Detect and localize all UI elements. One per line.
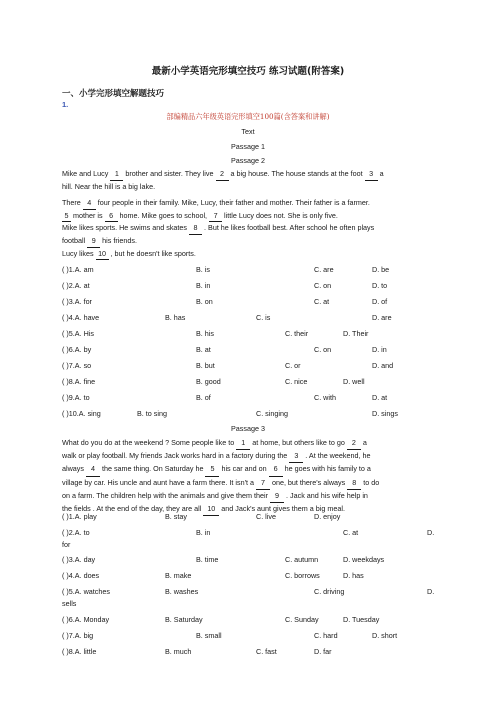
blank: 3 xyxy=(365,168,378,181)
option-item: C. at xyxy=(343,528,359,537)
option-item: ( )2.A. at xyxy=(62,281,90,290)
option-item: C. hard xyxy=(314,631,338,640)
option-item: D. at xyxy=(372,393,388,402)
option-item: B. good xyxy=(196,377,221,386)
option-item: D. short xyxy=(372,631,398,640)
option-item: B. to sing xyxy=(137,409,167,418)
document-title: 最新小学英语完形填空技巧 练习试题(附答案) xyxy=(151,66,345,77)
p2-line-5: Mike likes sports. He swims and skates 8 . But he likes football best. After school he often plays xyxy=(62,222,434,235)
option-item: C. fast xyxy=(256,647,277,656)
option-item: D. enjoy xyxy=(314,512,341,521)
option-item: B. at xyxy=(196,345,211,354)
option-item: B. time xyxy=(196,555,219,564)
option-item: ( )6.A. Monday xyxy=(62,615,110,624)
option-item: B. his xyxy=(196,329,214,338)
option-item: ( )10.A. sing xyxy=(62,409,101,418)
blank: 4 xyxy=(86,463,100,476)
option-item: ( )2.A. to xyxy=(62,528,90,537)
p3-line-4: village by car. His uncle and aunt have a farm there. It isn't a 7 one, but there's always 8 to do xyxy=(62,477,434,490)
option-item: D. well xyxy=(343,377,365,386)
blank: 5 xyxy=(205,463,219,476)
option-item: D. to xyxy=(372,281,388,290)
option-item: ( )1.A. play xyxy=(62,512,97,521)
item-number: 1. xyxy=(62,100,69,109)
blank: 1 xyxy=(110,168,123,181)
option-item: ( )4.A. have xyxy=(62,313,100,322)
red-subtitle: 部编精品六年级英语完形填空100篇(含答案和讲解) xyxy=(166,112,330,121)
option-item: D. of xyxy=(372,297,388,306)
blank: 7 xyxy=(209,210,222,223)
option-item: ( )7.A. so xyxy=(62,361,92,370)
option-item: D. has xyxy=(343,571,364,580)
option-item: D. weekdays xyxy=(343,555,385,564)
option-item: ( )1.A. am xyxy=(62,265,94,274)
option-item: D. far xyxy=(314,647,332,656)
option-item: ( )7.A. big xyxy=(62,631,94,640)
option-item: C. is xyxy=(256,313,271,322)
option-item: B. Saturday xyxy=(165,615,203,624)
option-item: C. on xyxy=(314,281,332,290)
option-item: D. xyxy=(427,587,435,596)
passage3-label: Passage 3 xyxy=(231,424,265,433)
passage2-label: Passage 2 xyxy=(231,156,265,165)
p2-line-3: There 4 four people in their family. Mike, Lucy, their father and mother. Their father is a farmer. xyxy=(62,197,434,210)
blank: 8 xyxy=(347,477,361,490)
option-item: B. make xyxy=(165,571,192,580)
option-item: C. at xyxy=(314,297,330,306)
blank: 9 xyxy=(87,235,100,248)
option-item: C. singing xyxy=(256,409,288,418)
option-item: B. in xyxy=(196,281,211,290)
option-item: ( )9.A. to xyxy=(62,393,90,402)
blank: 2 xyxy=(216,168,229,181)
option-item: C. are xyxy=(314,265,334,274)
option-item: B. small xyxy=(196,631,222,640)
option-item: C. live xyxy=(256,512,276,521)
option-item: B. of xyxy=(196,393,211,402)
p3-line-6: the fields . At the end of the day, they are all 10 and Jack's aunt gives them a big meal. xyxy=(62,503,434,516)
option-item: C. their xyxy=(285,329,309,338)
blank: 4 xyxy=(83,197,96,210)
blank: 5 xyxy=(62,210,71,223)
option-item: B. washes xyxy=(165,587,199,596)
option-item: C. nice xyxy=(285,377,308,386)
p3-line-3: always 4 the same thing. On Saturday he 5 his car and on 6 he goes with his family to a xyxy=(62,463,434,476)
p3-line-5: on a farm. The children help with the animals and give them their 9 . Jack and his wife help in xyxy=(62,490,434,503)
option-item: B. stay xyxy=(165,512,187,521)
p3-line-1: What do you do at the weekend ? Some people like to 1 at home, but others like to go 2 a xyxy=(62,437,434,450)
option-item: C. autumn xyxy=(285,555,319,564)
option-item: C. borrows xyxy=(285,571,320,580)
blank: 6 xyxy=(269,463,283,476)
blank: 7 xyxy=(256,477,270,490)
blank: 6 xyxy=(105,210,118,223)
option-item: ( )6.A. by xyxy=(62,345,92,354)
option-item: C. driving xyxy=(314,587,345,596)
option-item: B. has xyxy=(165,313,186,322)
option-item: ( )3.A. day xyxy=(62,555,96,564)
passage2-text xyxy=(62,168,434,260)
p2-line-7: Lucy likes 10 , but he doesn't like sports. xyxy=(62,248,434,261)
blank: 9 xyxy=(270,490,284,503)
option-item: D. xyxy=(427,528,435,537)
option-item: C. on xyxy=(314,345,332,354)
option-item: ( )4.A. does xyxy=(62,571,100,580)
passage1-label: Passage 1 xyxy=(231,142,265,151)
option-item: D. Tuesday xyxy=(343,615,380,624)
option-item: B. but xyxy=(196,361,215,370)
section-heading: 一、小学完形填空解题技巧 xyxy=(62,89,165,99)
option-item: D. Their xyxy=(343,329,369,338)
option-item: ( )8.A. little xyxy=(62,647,97,656)
blank: 8 xyxy=(189,222,202,235)
option-item: C. or xyxy=(285,361,301,370)
blank: 10 xyxy=(96,248,109,261)
option-item: C. Sunday xyxy=(285,615,319,624)
option-item: ( )3.A. for xyxy=(62,297,92,306)
option-item: ( )5.A. His xyxy=(62,329,94,338)
option-item: D. and xyxy=(372,361,394,370)
option-item: ( )5.A. watches xyxy=(62,587,110,596)
p2-line-6: football 9 his friends. xyxy=(62,235,434,248)
p2-line-1: Mike and Lucy 1 brother and sister. They live 2 a big house. The house stands at the foot 3 a xyxy=(62,168,434,181)
passage3-text xyxy=(62,437,434,516)
option-item: B. much xyxy=(165,647,192,656)
p3-line-2: walk or play football. My friends Jack works hard in a factory during the 3 . At the weekend, he xyxy=(62,450,434,463)
option-item: D. in xyxy=(372,345,387,354)
option-item: for xyxy=(62,540,71,549)
option-item: B. is xyxy=(196,265,210,274)
blank: 1 xyxy=(236,437,250,450)
option-item: C. with xyxy=(314,393,336,402)
blank: 2 xyxy=(347,437,361,450)
p2-line-2: hill. Near the hill is a big lake. xyxy=(62,181,156,191)
option-item: B. in xyxy=(196,528,211,537)
option-item: D. are xyxy=(372,313,392,322)
option-item: B. on xyxy=(196,297,213,306)
option-item: ( )8.A. fine xyxy=(62,377,96,386)
text-label: Text xyxy=(241,127,255,136)
blank: 10 xyxy=(203,503,219,516)
option-item: sells xyxy=(62,599,77,608)
p2-line-4: 5 mother is 6 home. Mike goes to school, 7 little Lucy does not. She is only five. xyxy=(62,210,434,223)
blank: 3 xyxy=(289,450,303,463)
option-item: D. be xyxy=(372,265,390,274)
option-item: D. sings xyxy=(372,409,398,418)
